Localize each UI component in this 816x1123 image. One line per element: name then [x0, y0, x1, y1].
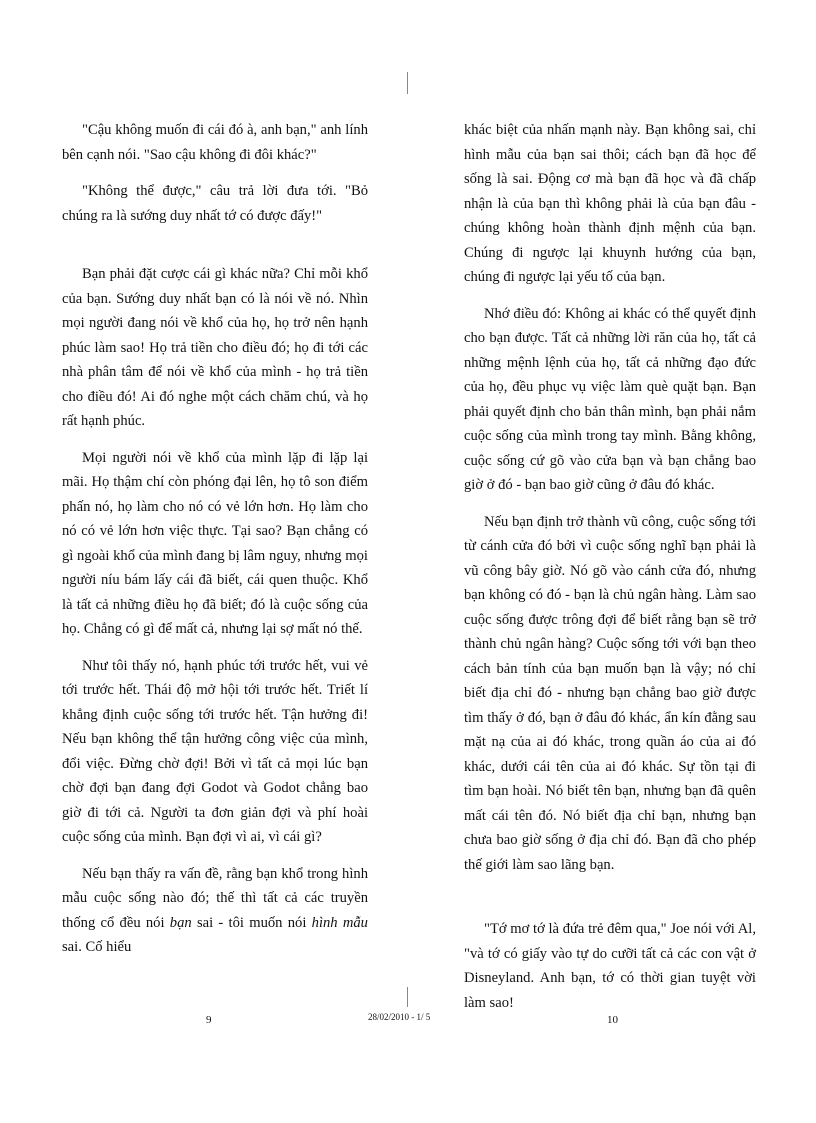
paragraph: Nếu bạn định trở thành vũ công, cuộc sống tới từ cánh cửa đó bởi vì cuộc sống nghĩ bạn phải là vũ công bây giờ. Nó gõ vào cánh cửa đó, nhưng bạn không có đó - bạn là chủ ngân hàng. Làm sao cuộc sống được trông đợi để biết rằng bạn sẽ trở thành chủ ngân hàng? Cuộc sống tới với bạn theo cách bản tính của bạn muốn bạn là vậy; nó chỉ biết địa chỉ đó - nhưng bạn chẳng bao giờ được tìm thấy ở đó, bạn ở đâu đó khác, ẩn kín đằng sau mặt nạ của ai đó khác, trong quần áo của ai đó khác, dưới cái tên của ai đó khác. Sự tồn tại đi tìm bạn hoài. Nó biết tên bạn, nhưng bạn đã quên mất cái tên đó. Nó biết địa chỉ bạn, nhưng bạn chưa bao giờ sống ở địa chỉ đó. Bạn đã cho phép thế giới làm sao lãng bạn.	[464, 513, 756, 873]
paragraph: "Không thể được," câu trả lời đưa tới. "Bỏ chúng ra là sướng duy nhất tớ có được đấy!"	[62, 183, 368, 224]
footer-date: 28/02/2010 - 1/ 5	[368, 1012, 431, 1022]
page-number-right: 10	[607, 1014, 618, 1026]
paragraph: khác biệt của nhấn mạnh này. Bạn không sai, chỉ hình mẫu của bạn sai thôi; cách bạn đã học để sống là sai. Động cơ mà bạn đã học và đã chấp nhận là của bạn thì không phải là của bạn đâu - chúng không hoàn thành định mệnh của bạn. Chúng đi ngược lại khuynh hướng của bạn, chúng đi ngược lại yếu tố của bạn.	[464, 122, 756, 285]
fold-mark-top	[407, 72, 408, 94]
paragraph: Như tôi thấy nó, hạnh phúc tới trước hết, vui vẻ tới trước hết. Thái độ mở hội tới trước hết. Triết lí khẳng định cuộc sống tới trước hết. Tận hưởng đi! Nếu bạn không thể tận hưởng công việc của mình, đổi việc. Đừng chờ đợi! Bởi vì tất cả mọi lúc bạn chờ đợi bạn đang đợi Godot và Godot chẳng bao giờ đi tới cả. Người ta đơn giản đợi và phí hoài cuộc sống của mình. Bạn đợi vì ai, vì cái gì?	[62, 657, 368, 845]
right-page-column	[464, 118, 756, 1027]
paragraph: Nếu bạn thấy ra vấn đề, rằng bạn khổ trong hình mẫu cuộc sống nào đó; thế thì tất cả các truyền thống cổ đều nói bạn sai - tôi muốn nói hình mẫu sai. Cố hiểu	[62, 865, 368, 955]
paragraph: "Tớ mơ tớ là đứa trẻ đêm qua," Joe nói với Al, "và tớ có giấy vào tự do cưỡi tất cả các con vật ở Disneyland. Anh bạn, tớ có thời gian tuyệt vời làm sao!	[464, 921, 756, 1011]
paragraph: "Cậu không muốn đi cái đó à, anh bạn," anh lính bên cạnh nói. "Sao cậu không đi đôi khác?"	[62, 122, 368, 163]
emphasis: hình mẫu	[311, 914, 368, 931]
paragraph: Mọi người nói về khổ của mình lặp đi lặp lại mãi. Họ thậm chí còn phóng đại lên, họ tô son điểm phấn nó, họ làm cho nó có vẻ lớn hơn. Họ làm cho nó có vẻ lớn hơn việc thực. Tại sao? Bạn chẳng có gì ngoài khổ của mình đang bị lâm nguy, nhưng mọi người níu bám lấy cái đã biết, cái quen thuộc. Khổ là tất cả những điều họ đã biết; đó là cuộc sống của họ. Chẳng có gì để mất cả, nhưng lại sợ mất nó thế.	[62, 449, 368, 637]
paragraph: Nhớ điều đó: Không ai khác có thể quyết định cho bạn được. Tất cả những lời răn của họ, tất cả những mệnh lệnh của họ, tất cả những đạo đức của họ, đều phục vụ việc làm què quặt bạn. Bạn phải quyết định cho bản thân mình, bạn phải nắm cuộc sống của mình trong tay mình. Bằng không, cuộc sống cứ gõ vào cửa bạn và bạn chẳng bao giờ ở đó - bạn bao giờ cũng ở đâu đó khác.	[464, 305, 756, 493]
page-number-left: 9	[206, 1014, 212, 1026]
left-page-column	[62, 118, 368, 972]
fold-mark-bottom	[407, 987, 408, 1007]
emphasis: bạn	[169, 914, 192, 931]
paragraph: Bạn phải đặt cược cái gì khác nữa? Chỉ mỗi khổ của bạn. Sướng duy nhất bạn có là nói về nó. Nhìn mọi người đang nói về khổ của họ, họ trở nên hạnh phúc làm sao! Họ trả tiền cho điều đó; họ đi tới các nhà phân tâm để nói về khổ của mình - họ trả tiền cho điều đó! Ai đó nghe một cách chăm chú, và họ rất hạnh phúc.	[62, 266, 368, 429]
